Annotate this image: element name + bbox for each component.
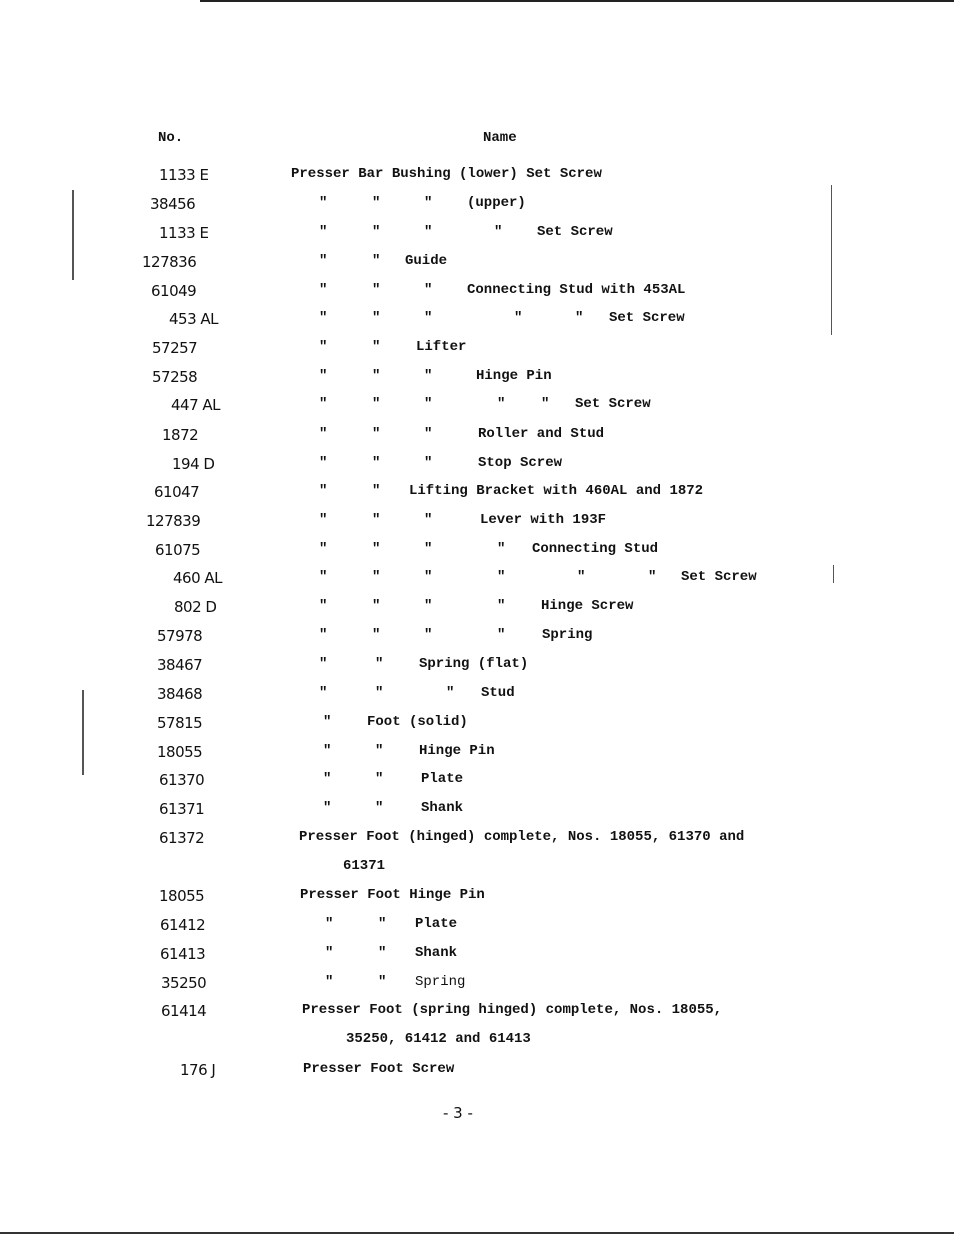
part-name: Connecting Stud — [532, 541, 659, 557]
ditto-mark: " — [372, 368, 381, 384]
part-row — [0, 916, 954, 940]
ditto-mark: " — [497, 627, 506, 643]
ditto-mark: " — [497, 541, 506, 557]
ditto-mark: " — [325, 916, 334, 932]
ditto-mark: " — [497, 396, 506, 412]
part-row — [0, 829, 954, 853]
ditto-mark: " — [577, 569, 586, 585]
ditto-mark: " — [319, 512, 328, 528]
ditto-mark: " — [375, 685, 384, 701]
part-row — [0, 743, 954, 767]
part-name: Presser Foot Hinge Pin — [300, 887, 485, 903]
part-number: 460 AL — [173, 569, 223, 587]
part-name: Presser Foot (hinged) complete, Nos. 18055, 61370 and — [299, 829, 745, 845]
part-number: 447 AL — [171, 396, 221, 414]
part-name: Spring — [415, 974, 466, 990]
part-number: 453 AL — [169, 310, 219, 328]
ditto-mark: " — [325, 945, 334, 961]
part-row — [0, 253, 954, 277]
top-border — [200, 0, 954, 2]
ditto-mark: " — [424, 512, 433, 528]
ditto-mark: " — [372, 455, 381, 471]
ditto-mark: " — [319, 455, 328, 471]
part-number: 61075 — [155, 541, 201, 559]
ditto-mark: " — [372, 569, 381, 585]
ditto-mark: " — [372, 224, 381, 240]
ditto-mark: " — [319, 656, 328, 672]
ditto-mark: " — [375, 743, 384, 759]
part-row — [0, 455, 954, 479]
part-name: Set Screw — [681, 569, 757, 585]
ditto-mark: " — [372, 339, 381, 355]
ditto-mark: " — [372, 282, 381, 298]
part-name: Shank — [415, 945, 458, 961]
part-name: Presser Bar Bushing (lower) Set Screw — [291, 166, 602, 182]
ditto-mark: " — [319, 224, 328, 240]
part-name: Lifter — [416, 339, 467, 355]
part-row — [0, 887, 954, 911]
ditto-mark: " — [648, 569, 657, 585]
part-name: Roller and Stud — [478, 426, 605, 442]
part-name: 61371 — [343, 858, 386, 874]
ditto-mark: " — [446, 685, 455, 701]
ditto-mark: " — [378, 945, 387, 961]
ditto-mark: " — [372, 426, 381, 442]
part-name: Presser Foot (spring hinged) complete, Nos. 18055, — [302, 1002, 723, 1018]
part-number: 127839 — [146, 512, 201, 530]
part-name: Stop Screw — [478, 455, 563, 471]
ditto-mark: " — [424, 282, 433, 298]
ditto-mark: " — [378, 974, 387, 990]
part-number: 61370 — [159, 771, 205, 789]
part-number: 57815 — [157, 714, 203, 732]
part-name: Presser Foot Screw — [303, 1061, 455, 1077]
part-name: Set Screw — [609, 310, 685, 326]
part-row — [0, 1031, 954, 1055]
ditto-mark: " — [375, 771, 384, 787]
ditto-mark: " — [541, 396, 550, 412]
part-number: 38456 — [150, 195, 196, 213]
part-number: 38468 — [157, 685, 203, 703]
part-row — [0, 858, 954, 882]
ditto-mark: " — [372, 396, 381, 412]
ditto-mark: " — [424, 310, 433, 326]
part-row — [0, 714, 954, 738]
ditto-mark: " — [372, 627, 381, 643]
part-name: Lever with 193F — [480, 512, 607, 528]
part-name: Connecting Stud with 453AL — [467, 282, 686, 298]
part-number: 61412 — [160, 916, 206, 934]
ditto-mark: " — [424, 396, 433, 412]
ditto-mark: " — [319, 282, 328, 298]
part-name: Hinge Pin — [419, 743, 495, 759]
part-name: Spring — [542, 627, 593, 643]
part-row — [0, 426, 954, 450]
ditto-mark: " — [424, 224, 433, 240]
part-row — [0, 627, 954, 651]
ditto-mark: " — [323, 800, 332, 816]
part-number: 1133 E — [159, 224, 209, 242]
ditto-mark: " — [372, 310, 381, 326]
part-name: Hinge Pin — [476, 368, 552, 384]
ditto-mark: " — [323, 771, 332, 787]
part-number: 1133 E — [159, 166, 209, 184]
ditto-mark: " — [494, 224, 503, 240]
part-name: Plate — [415, 916, 458, 932]
part-name: Lifting Bracket with 460AL and 1872 — [409, 483, 704, 499]
ditto-mark: " — [375, 656, 384, 672]
ditto-mark: " — [319, 569, 328, 585]
part-number: 127836 — [142, 253, 197, 271]
ditto-mark: " — [319, 253, 328, 269]
ditto-mark: " — [372, 253, 381, 269]
part-number: 61371 — [159, 800, 205, 818]
part-row — [0, 771, 954, 795]
ditto-mark: " — [424, 195, 433, 211]
part-number: 38467 — [157, 656, 203, 674]
column-header-name: Name — [483, 130, 517, 146]
ditto-mark: " — [424, 541, 433, 557]
part-row — [0, 800, 954, 824]
part-name: Set Screw — [575, 396, 651, 412]
part-row — [0, 598, 954, 622]
part-row — [0, 1061, 954, 1085]
part-number: 18055 — [157, 743, 203, 761]
part-row — [0, 569, 954, 593]
ditto-mark: " — [319, 627, 328, 643]
ditto-mark: " — [319, 396, 328, 412]
part-number: 802 D — [174, 598, 217, 616]
ditto-mark: " — [319, 483, 328, 499]
ditto-mark: " — [497, 598, 506, 614]
part-name: Stud — [481, 685, 515, 701]
ditto-mark: " — [424, 598, 433, 614]
part-name: Hinge Screw — [541, 598, 634, 614]
part-number: 61049 — [151, 282, 197, 300]
part-row — [0, 310, 954, 334]
ditto-mark: " — [319, 685, 328, 701]
part-number: 61414 — [161, 1002, 207, 1020]
part-row — [0, 974, 954, 998]
ditto-mark: " — [319, 541, 328, 557]
part-number: 1872 — [162, 426, 199, 444]
part-number: 61047 — [154, 483, 200, 501]
ditto-mark: " — [325, 974, 334, 990]
ditto-mark: " — [372, 483, 381, 499]
part-name: Guide — [405, 253, 448, 269]
ditto-mark: " — [514, 310, 523, 326]
part-name: Foot (solid) — [367, 714, 468, 730]
ditto-mark: " — [319, 598, 328, 614]
ditto-mark: " — [323, 743, 332, 759]
part-row — [0, 224, 954, 248]
ditto-mark: " — [575, 310, 584, 326]
part-number: 194 D — [172, 455, 215, 473]
part-row — [0, 396, 954, 420]
ditto-mark: " — [372, 195, 381, 211]
part-name: Set Screw — [537, 224, 613, 240]
part-row — [0, 656, 954, 680]
part-number: 61413 — [160, 945, 206, 963]
part-row — [0, 282, 954, 306]
ditto-mark: " — [378, 916, 387, 932]
part-row — [0, 195, 954, 219]
ditto-mark: " — [424, 368, 433, 384]
bottom-border — [0, 1232, 954, 1234]
part-row — [0, 512, 954, 536]
part-number: 57978 — [157, 627, 203, 645]
part-number: 176 J — [180, 1061, 216, 1079]
ditto-mark: " — [424, 455, 433, 471]
part-number: 57257 — [152, 339, 198, 357]
ditto-mark: " — [319, 339, 328, 355]
part-number: 18055 — [159, 887, 205, 905]
ditto-mark: " — [323, 714, 332, 730]
part-name: Shank — [421, 800, 464, 816]
part-row — [0, 541, 954, 565]
ditto-mark: " — [497, 569, 506, 585]
part-row — [0, 368, 954, 392]
ditto-mark: " — [372, 512, 381, 528]
ditto-mark: " — [319, 195, 328, 211]
part-row — [0, 1002, 954, 1026]
ditto-mark: " — [319, 426, 328, 442]
part-name: Plate — [421, 771, 464, 787]
part-name: (upper) — [467, 195, 526, 211]
part-number: 61372 — [159, 829, 205, 847]
part-row — [0, 685, 954, 709]
ditto-mark: " — [372, 598, 381, 614]
column-header-no: No. — [158, 130, 184, 146]
part-name: Spring (flat) — [419, 656, 529, 672]
page-number: - 3 - — [443, 1104, 473, 1122]
part-row — [0, 945, 954, 969]
ditto-mark: " — [424, 627, 433, 643]
part-row — [0, 166, 954, 190]
part-number: 57258 — [152, 368, 198, 386]
ditto-mark: " — [375, 800, 384, 816]
part-number: 35250 — [161, 974, 207, 992]
part-row — [0, 339, 954, 363]
part-name: 35250, 61412 and 61413 — [346, 1031, 531, 1047]
ditto-mark: " — [424, 569, 433, 585]
part-row — [0, 483, 954, 507]
ditto-mark: " — [372, 541, 381, 557]
ditto-mark: " — [319, 368, 328, 384]
ditto-mark: " — [424, 426, 433, 442]
ditto-mark: " — [319, 310, 328, 326]
